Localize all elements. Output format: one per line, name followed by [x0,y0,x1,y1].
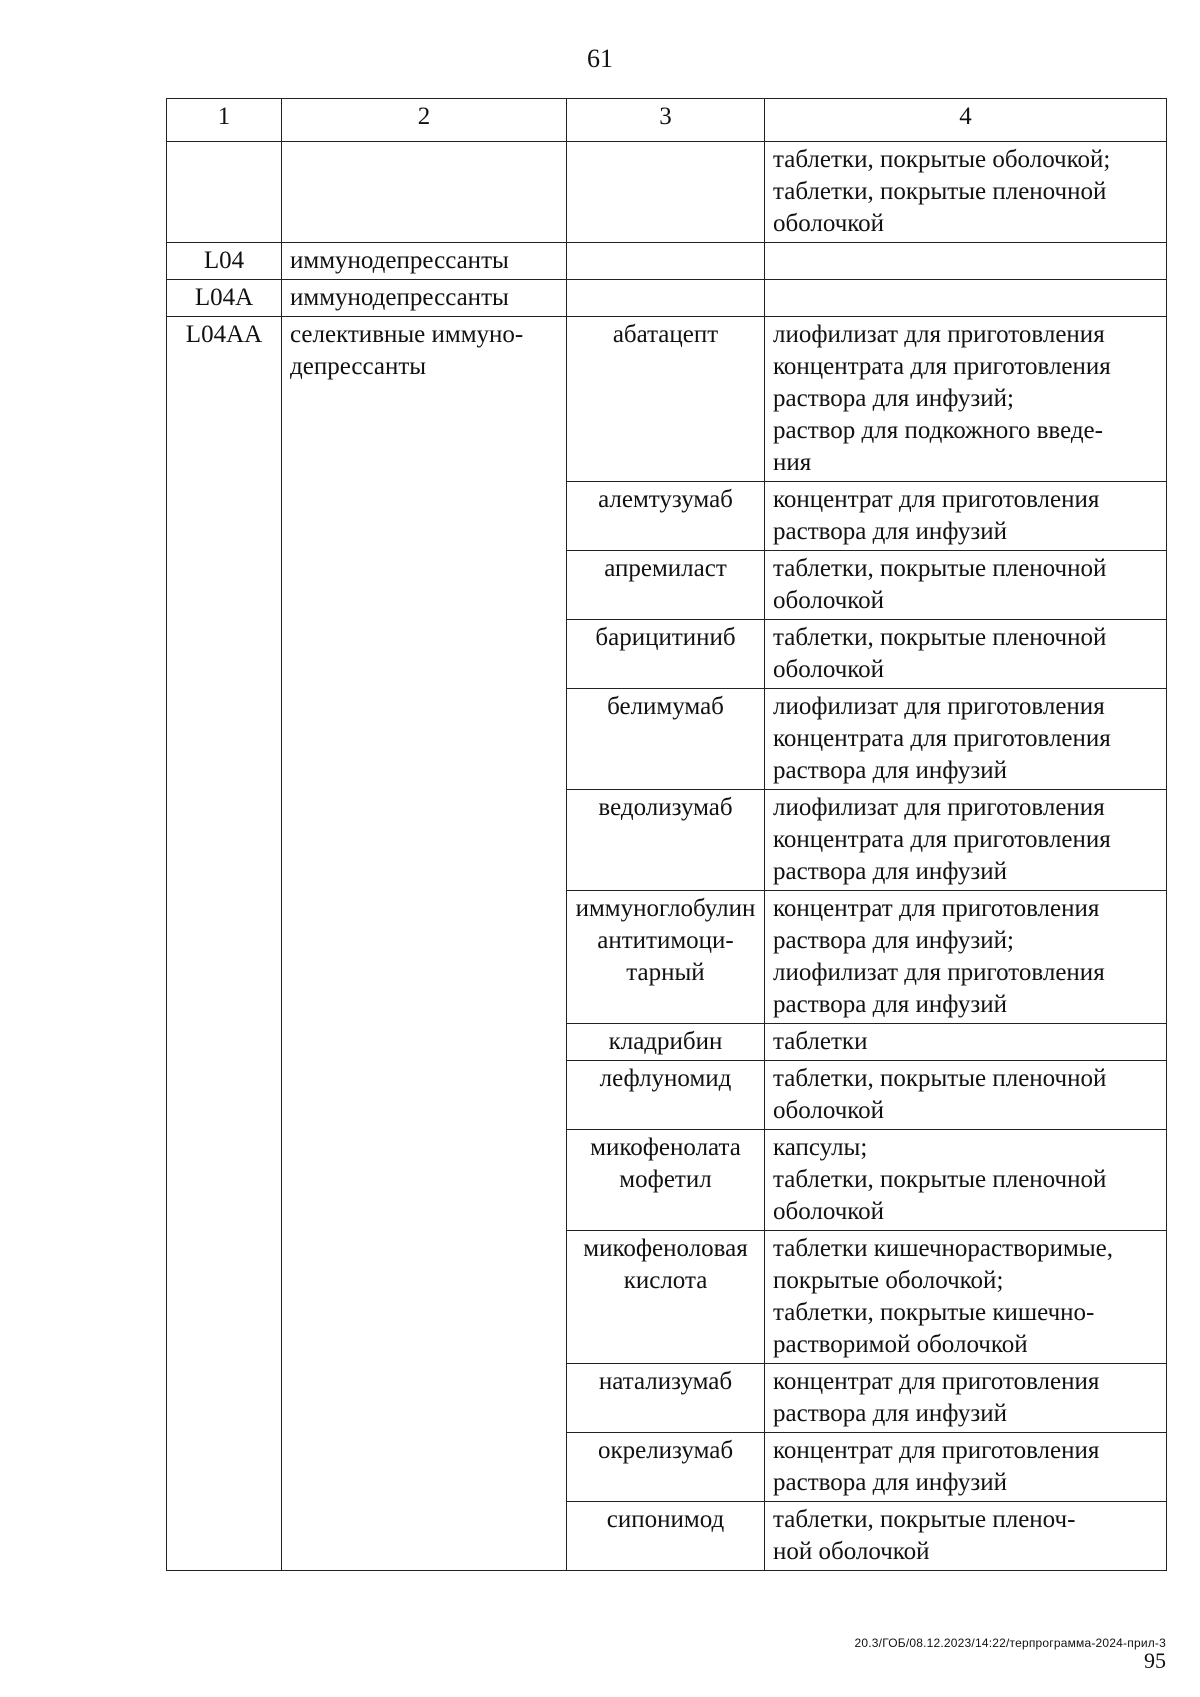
drug-cell [567,243,765,280]
table-row [167,317,1167,482]
document-stamp: 20.3/ГОБ/08.12.2023/14:22/терпрограмма-2024-прил-3 [854,1636,1166,1650]
column-header: 4 [765,99,1167,142]
drug-cell [567,280,765,317]
table-row [167,280,1167,317]
dosage-form-cell: концентрат для приготовления раствора для инфузий; лиофилизат для приготовления раствора для инфузий [765,891,1167,1024]
atc-code-cell: L04A [167,280,282,317]
group-cell: иммунодепрессанты [282,243,567,280]
dosage-form-cell: концентрат для приготовления раствора для инфузий [765,482,1167,551]
dosage-form-cell: лиофилизат для приготовления концентрата для приготовления раствора для инфузий; раствор для подкожного введе- ния [765,317,1167,482]
drug-cell: микофеноловая кислота [567,1231,765,1364]
drug-cell [567,142,765,243]
group-cell: селективные иммуно- депрессанты [282,317,567,1571]
drug-cell: иммуноглобулин антитимоци- тарный [567,891,765,1024]
dosage-form-cell: концентрат для приготовления раствора для инфузий [765,1364,1167,1433]
drug-cell: алемтузумаб [567,482,765,551]
table-row [167,243,1167,280]
drug-cell: кладрибин [567,1024,765,1061]
drug-cell: белимумаб [567,689,765,790]
drug-cell: лефлуномид [567,1061,765,1130]
drug-cell: окрелизумаб [567,1433,765,1502]
footer-page-number: 95 [1144,1648,1166,1673]
drug-cell: ведолизумаб [567,790,765,891]
table-row [167,142,1167,243]
dosage-form-cell: лиофилизат для приготовления концентрата для приготовления раствора для инфузий [765,790,1167,891]
dosage-form-cell [765,243,1167,280]
atc-code-cell: L04AA [167,317,282,1571]
column-header: 2 [282,99,567,142]
page-number: 61 [587,44,613,73]
dosage-form-cell: таблетки, покрытые пленочной оболочкой [765,620,1167,689]
drug-cell: апремиласт [567,551,765,620]
group-cell: иммунодепрессанты [282,280,567,317]
column-header: 3 [567,99,765,142]
dosage-form-cell: таблетки, покрытые пленочной оболочкой [765,551,1167,620]
dosage-form-cell: таблетки кишечнорастворимые, покрытые оболочкой; таблетки, покрытые кишечно- растворимой оболочкой [765,1231,1167,1364]
group-cell [282,142,567,243]
drug-cell: барицитиниб [567,620,765,689]
column-header: 1 [167,99,282,142]
drug-table [166,98,1167,1571]
table-header-row [167,99,1167,142]
atc-code-cell [167,142,282,243]
drug-cell: абатацепт [567,317,765,482]
atc-code-cell: L04 [167,243,282,280]
dosage-form-cell: капсулы; таблетки, покрытые пленочной оболочкой [765,1130,1167,1231]
dosage-form-cell: таблетки, покрытые пленоч- ной оболочкой [765,1502,1167,1571]
drug-cell: микофенолата мофетил [567,1130,765,1231]
dosage-form-cell: таблетки [765,1024,1167,1061]
drug-cell: натализумаб [567,1364,765,1433]
dosage-form-cell: концентрат для приготовления раствора для инфузий [765,1433,1167,1502]
dosage-form-cell [765,280,1167,317]
dosage-form-cell: таблетки, покрытые пленочной оболочкой [765,1061,1167,1130]
drug-cell: сипонимод [567,1502,765,1571]
dosage-form-cell: лиофилизат для приготовления концентрата для приготовления раствора для инфузий [765,689,1167,790]
dosage-form-cell: таблетки, покрытые оболочкой; таблетки, покрытые пленочной оболочкой [765,142,1167,243]
